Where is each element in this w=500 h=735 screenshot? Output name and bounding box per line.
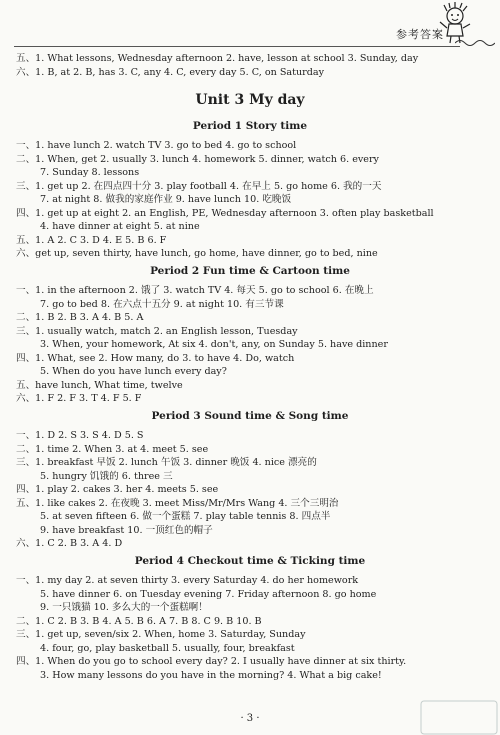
period-3-answers — [16, 429, 486, 551]
watermark-logo — [420, 700, 498, 735]
answer-line: 五、1. A 2. C 3. D 4. E 5. B 6. F — [16, 234, 167, 246]
answer-line: 三、1. get up, seven/six 2. When, home 3. Saturday, Sunday — [16, 629, 306, 640]
answer-line: 二、1. When, get 2. usually 3. lunch 4. homework 5. dinner, watch 6. every — [16, 153, 379, 165]
answer-line: 9. have breakfast 10. 一顶红色的帽子 — [40, 524, 213, 536]
answer-line: 3. When, your homework, At six 4. don't, any, on Sunday 5. have dinner — [40, 339, 388, 350]
period-title: Period 1 Story time — [192, 120, 308, 132]
unit-title: Unit 3 My day — [195, 92, 305, 108]
answer-line: 四、1. What, see 2. How many, do 3. to have 4. Do, watch — [16, 352, 295, 364]
answer-line: 四、1. get up at eight 2. an English, PE, Wednesday afternoon 3. often play basketball — [16, 207, 434, 219]
period-2-answers — [16, 284, 486, 406]
answer-line: 4. have dinner at eight 5. at nine — [40, 221, 200, 232]
answer-line: 5. have dinner 6. on Tuesday evening 7. Friday afternoon 8. go home — [40, 588, 377, 600]
answer-key-label: 参考答案 — [396, 28, 444, 41]
answer-line: 5. When do you have lunch every day? — [40, 366, 227, 377]
answer-line: 四、1. When do you go to school every day? 2. I usually have dinner at six thirty. — [16, 656, 407, 667]
answer-line: 7. at night 8. 做我的家庭作业 9. have lunch 10. 吃晚饭 — [40, 194, 292, 205]
answer-line: 三、1. usually watch, match 2. an English lesson, Tuesday — [16, 325, 298, 337]
answer-line: 六、1. F 2. F 3. T 4. F 5. F — [16, 393, 142, 404]
answer-line: 六、1. C 2. B 3. A 4. D — [16, 538, 123, 549]
page-header — [0, 0, 500, 50]
answer-line: 3. How many lessons do you have in the morning? 4. What a big cake! — [40, 669, 382, 681]
period-title: Period 2 Fun time & Cartoon time — [150, 265, 350, 277]
answer-line: 三、1. breakfast 早饭 2. lunch 午饭 3. dinner 晚饭 4. nice 漂亮的 — [16, 457, 317, 468]
answer-line: 五、1. What lessons, Wednesday afternoon 2. have, lesson at school 3. Sunday, day — [16, 53, 419, 64]
period-title: Period 4 Checkout time & Ticking time — [134, 555, 366, 567]
answer-line: 四、1. play 2. cakes 3. her 4. meets 5. see — [16, 484, 219, 495]
period-title: Period 3 Sound time & Song time — [151, 410, 349, 422]
answer-line: 7. go to bed 8. 在六点十五分 9. at night 10. 有三节课 — [40, 298, 284, 310]
answer-line: 一、1. D 2. S 3. S 4. D 5. S — [16, 430, 144, 441]
page-number: · 3 · — [240, 713, 260, 724]
answer-line: 一、1. my day 2. at seven thirty 3. every Saturday 4. do her homework — [16, 575, 359, 586]
answer-line: 5. at seven fifteen 6. 做一个蛋糕 7. play table tennis 8. 四点半 — [40, 511, 331, 522]
wave-decoration-icon — [455, 38, 495, 48]
period-4-answers — [16, 574, 486, 682]
answer-line: 六、1. B, at 2. B, has 3. C, any 4. C, every day 5. C, on Saturday — [16, 66, 325, 78]
answer-line: 三、1. get up 2. 在四点四十分 3. play football 4. 在早上 5. go home 6. 我的一天 — [16, 180, 382, 192]
answer-line: 一、1. have lunch 2. watch TV 3. go to bed 4. go to school — [16, 140, 297, 151]
period-1-answers — [16, 139, 486, 261]
answer-line: 五、have lunch, What time, twelve — [16, 379, 183, 391]
answer-line: 5. hungry 饥饿的 6. three 三 — [40, 470, 173, 482]
answer-line: 六、get up, seven thirty, have lunch, go home, have dinner, go to bed, nine — [16, 248, 378, 259]
answer-line: 7. Sunday 8. lessons — [40, 167, 140, 178]
top-answers — [16, 52, 486, 79]
answer-line: 一、1. in the afternoon 2. 饿了 3. watch TV 4. 每天 5. go to school 6. 在晚上 — [16, 285, 374, 296]
answer-line: 五、1. like cakes 2. 在夜晚 3. meet Miss/Mr/Mrs Wang 4. 三个三明治 — [16, 497, 339, 509]
answer-line: 4. four, go, play basketball 5. usually, four, breakfast — [40, 642, 295, 654]
header-rule — [14, 46, 460, 47]
answer-line: 二、1. C 2. B 3. B 4. A 5. B 6. A 7. B 8. C 9. B 10. B — [16, 615, 262, 627]
answer-line: 二、1. time 2. When 3. at 4. meet 5. see — [16, 443, 209, 455]
answer-line: 二、1. B 2. B 3. A 4. B 5. A — [16, 312, 144, 323]
answer-line: 9. 一只饿猫 10. 多么大的一个蛋糕啊！ — [40, 602, 208, 613]
